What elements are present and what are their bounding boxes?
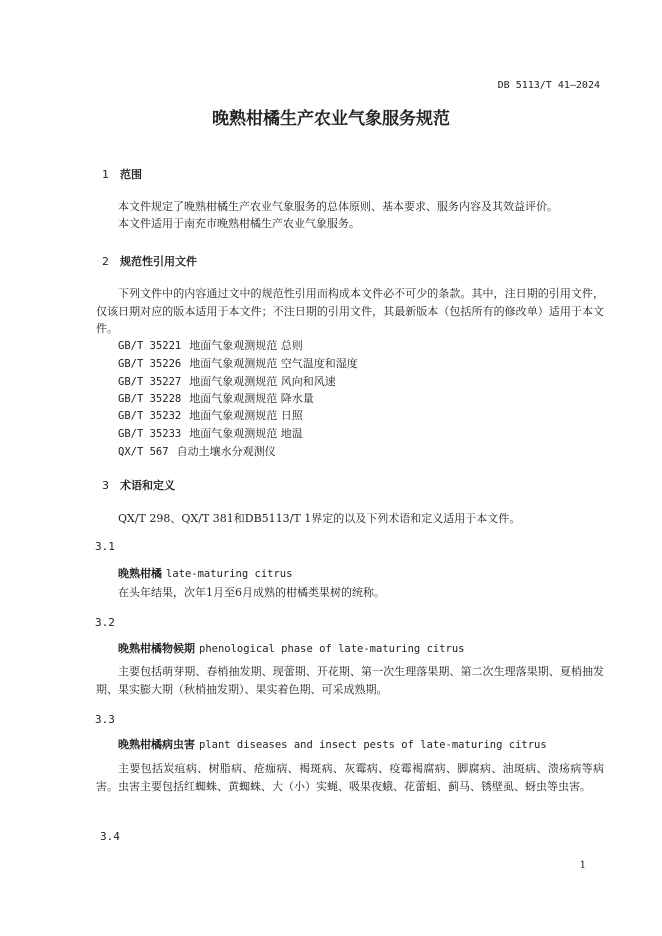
reference-name: 地面气象观测规范 风向和风速	[189, 375, 336, 388]
reference-item	[118, 425, 303, 441]
term-chinese: 晚熟柑橘病虫害	[118, 738, 195, 751]
term-number: 3.4	[100, 830, 120, 843]
reference-code: GB/T 35226	[118, 358, 182, 370]
term-definition: 在头年结果，次年1月至6月成熟的柑橘类果树的统称。	[118, 586, 385, 599]
reference-code: QX/T 567	[118, 446, 169, 458]
term-chinese: 晚熟柑橘	[118, 567, 162, 580]
section-title: 术语和定义	[120, 479, 175, 492]
reference-code: GB/T 35227	[118, 376, 182, 388]
page-number: 1	[579, 860, 586, 871]
reference-code: GB/T 35228	[118, 393, 182, 405]
term-definition: 主要包括萌芽期、春梢抽发期、现蕾期、开花期、第一次生理落果期、第二次生理落果期、夏梢抽发期、果实膨大期（秋梢抽发期）、果实着色期、可采成熟期。	[96, 665, 604, 696]
reference-name: 地面气象观测规范 地温	[189, 427, 303, 440]
scope-para-1: 本文件规定了晚熟柑橘生产农业气象服务的总体原则、基本要求、服务内容及其效益评价。	[118, 200, 558, 213]
term-number: 3.2	[95, 616, 115, 629]
term-heading	[118, 736, 547, 752]
section-1-heading	[102, 166, 142, 182]
term-number: 3.3	[95, 713, 115, 726]
term-english: plant diseases and insect pests of late-maturing citrus	[199, 739, 547, 751]
reference-name: 地面气象观测规范 降水量	[189, 392, 314, 405]
reference-item	[118, 390, 314, 406]
reference-item	[118, 407, 303, 423]
term-heading	[118, 565, 292, 581]
document-title: 晚熟柑橘生产农业气象服务规范	[212, 109, 450, 129]
term-chinese: 晚熟柑橘物候期	[118, 642, 195, 655]
section-title: 规范性引用文件	[120, 255, 197, 268]
reference-item	[118, 355, 358, 371]
reference-name: 地面气象观测规范 日照	[189, 409, 303, 422]
section-number: 2	[102, 255, 109, 268]
reference-code: GB/T 35221	[118, 340, 182, 352]
standard-id: DB 5113/T 41—2024	[497, 80, 600, 91]
term-english: late-maturing citrus	[166, 568, 293, 580]
section-3-heading	[102, 477, 175, 493]
reference-code: GB/T 35233	[118, 428, 182, 440]
section-2-heading	[102, 253, 197, 269]
term-english: phenological phase of late-maturing citrus	[199, 643, 465, 655]
term-heading	[118, 640, 465, 656]
reference-code: GB/T 35232	[118, 410, 182, 422]
reference-item	[118, 373, 336, 389]
term-number: 3.1	[95, 540, 115, 553]
section-number: 1	[102, 168, 109, 181]
terms-intro: QX/T 298、QX/T 381和DB5113/T 1界定的以及下列术语和定义适用于本文件。	[118, 512, 521, 525]
reference-name: 地面气象观测规范 总则	[189, 339, 303, 352]
normative-refs-intro: 下列文件中的内容通过文中的规范性引用而构成本文件必不可少的条款。其中，注日期的引用文件，仅该日期对应的版本适用于本文件；不注日期的引用文件，其最新版本（包括所有的修改单）适用于本文件。	[96, 287, 604, 335]
scope-para-2: 本文件适用于南充市晚熟柑橘生产农业气象服务。	[118, 217, 360, 230]
section-title: 范围	[120, 168, 142, 181]
section-number: 3	[102, 479, 109, 492]
reference-name: 地面气象观测规范 空气温度和湿度	[189, 357, 358, 370]
reference-item	[118, 337, 303, 353]
reference-item	[118, 443, 276, 459]
term-definition: 主要包括炭疽病、树脂病、疮痂病、褐斑病、灰霉病、疫霉褐腐病、脚腐病、油斑病、溃疡病等病害。虫害主要包括红蜘蛛、黄蜘蛛、大（小）实蝇、吸果夜蛾、花蕾蛆、蓟马、锈壁虱、蚜虫等虫害。	[96, 762, 604, 793]
reference-name: 自动土壤水分观测仪	[176, 445, 276, 458]
